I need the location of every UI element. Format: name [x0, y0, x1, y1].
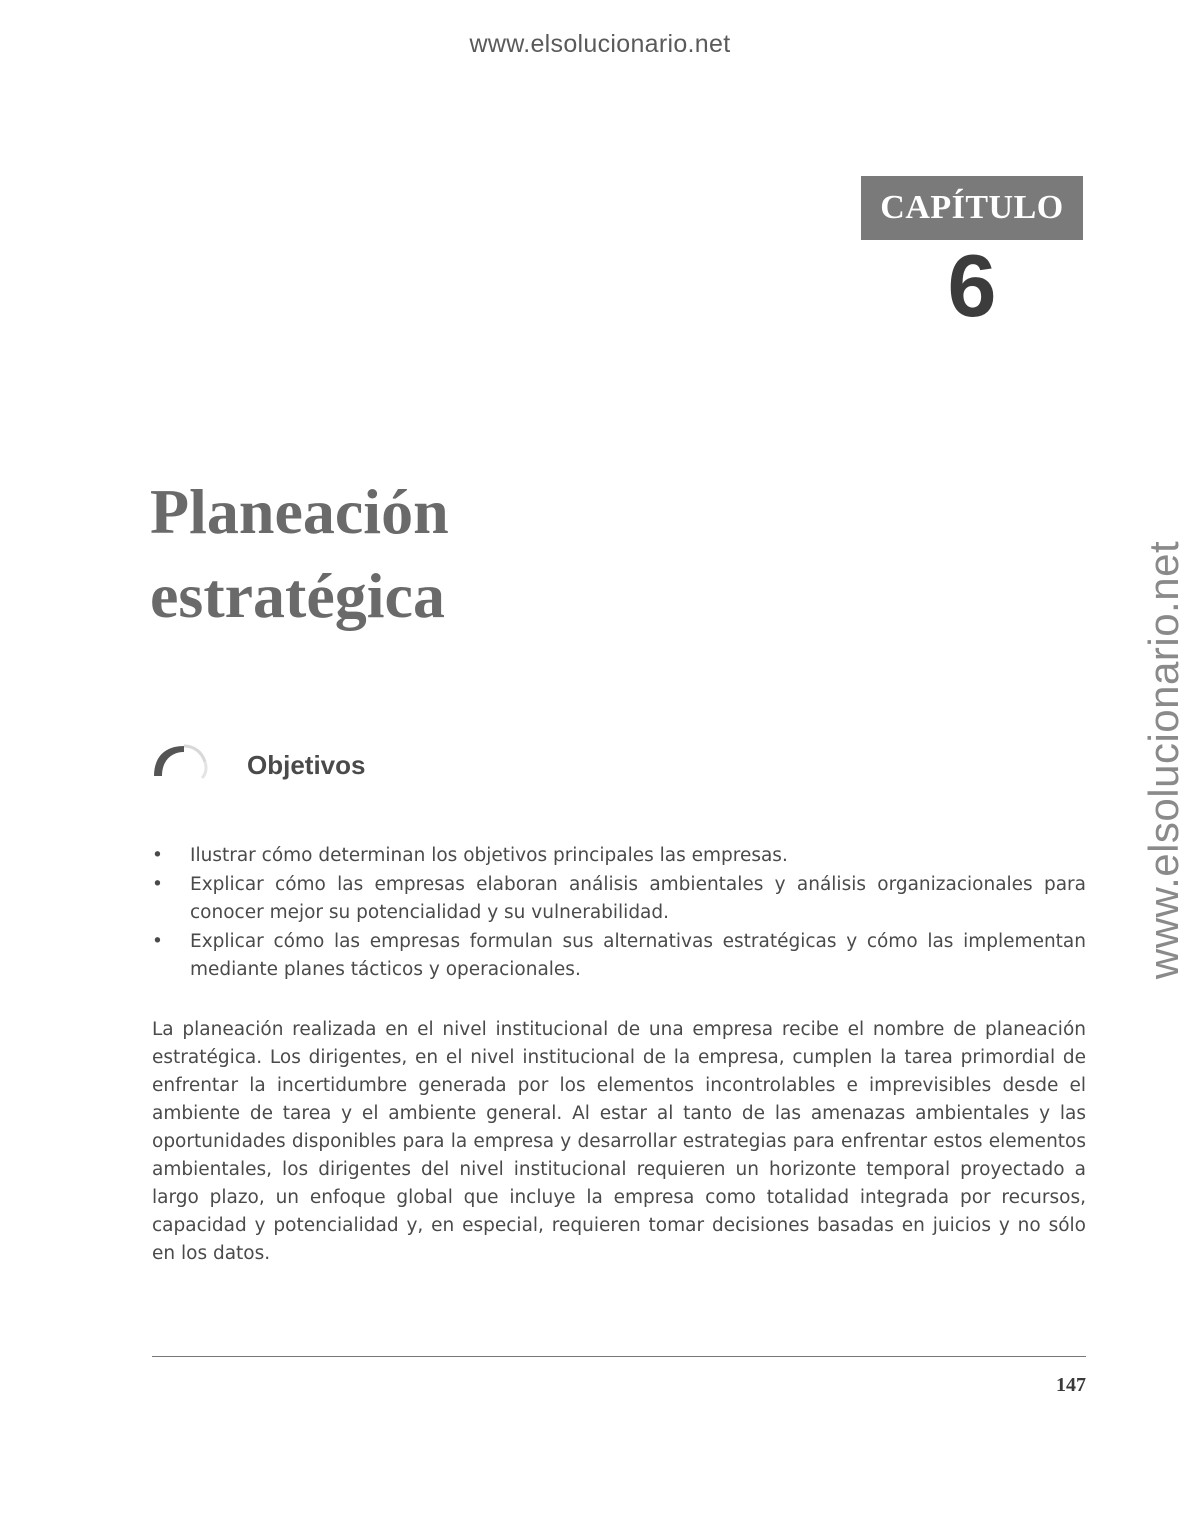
bullet: •	[152, 931, 163, 952]
objectives-heading: Objetivos	[247, 750, 366, 780]
intro-paragraph: La planeación realizada en el nivel institucional de una empresa recibe el nombre de planeación estratégica. Los dirigentes, en el nivel institucional de la empresa, cumplen la tarea primordial de enfrentar la incertidumbre generada por los elementos incontrolables e imprevisibles desde el ambiente de tarea y el ambiente general. Al estar al tanto de las amenazas ambientales y las oportunidades disponibles para la empresa y desarrollar estrategias para enfrentar estos elementos ambientales, los dirigentes del nivel institucional requieren un horizonte temporal proyectado a largo plazo, un enfoque global que incluye la empresa como totalidad integrada por recursos, capacidad y potencialidad y, en especial, requieren tomar decisiones basadas en juicios y no sólo en los datos.	[152, 1019, 1086, 1264]
objective-item	[152, 842, 1086, 870]
watermark-top: www.elsolucionario.net	[469, 30, 731, 58]
objective-text: Ilustrar cómo determinan los objetivos principales las empresas.	[190, 845, 788, 866]
bullet: •	[152, 845, 163, 866]
objective-text: Explicar cómo las empresas elaboran análisis ambientales y análisis organizacionales para conocer mejor su potencialidad y su vulnerabilidad.	[190, 874, 1086, 923]
chapter-title	[150, 470, 850, 638]
objectives-list	[152, 842, 1086, 985]
chapter-title-line2: estratégica	[150, 560, 445, 631]
chapter-number: 6	[947, 236, 997, 335]
chapter-label: CAPÍTULO	[861, 176, 1083, 240]
objective-item	[152, 871, 1086, 927]
chapter-title-line1: Planeación	[150, 476, 449, 547]
objective-text: Explicar cómo las empresas formulan sus alternativas estratégicas y cómo las implementan mediante planes tácticos y operacionales.	[190, 931, 1086, 980]
page-number: 147	[1056, 1374, 1086, 1396]
footer-rule	[152, 1356, 1086, 1357]
objective-item	[152, 928, 1086, 984]
objectives-arc-icon	[150, 740, 210, 782]
bullet: •	[152, 874, 163, 895]
watermark-side: www.elsolucionario.net	[1140, 540, 1187, 980]
